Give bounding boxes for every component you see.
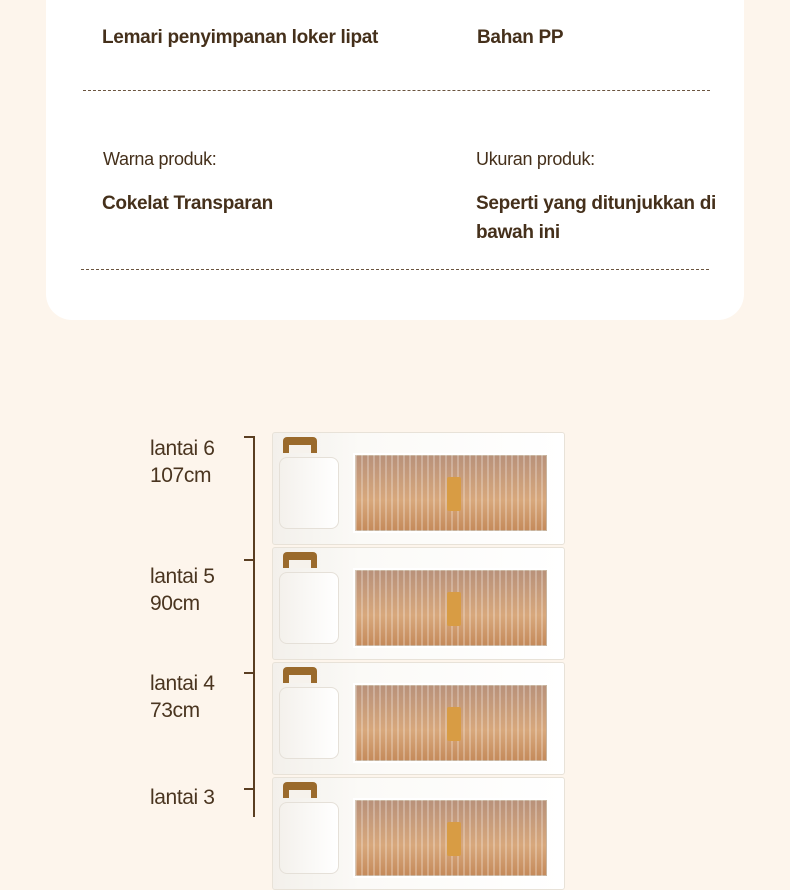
tier-label-5: lantai 5 90cm — [150, 565, 215, 615]
cabinet-tier — [272, 547, 565, 660]
handle-icon — [283, 552, 317, 568]
ruler-tick — [244, 788, 255, 790]
size-value-line1: Seperti yang ditunjukkan di — [476, 193, 716, 214]
cabinet-tier — [272, 662, 565, 775]
ruler-tick — [244, 436, 255, 438]
handle-icon — [283, 782, 317, 798]
handle-icon — [283, 437, 317, 453]
product-name: Lemari penyimpanan loker lipat — [102, 27, 379, 48]
product-material: Bahan PP — [477, 27, 564, 48]
divider — [83, 90, 710, 91]
divider — [81, 269, 709, 270]
handle-icon — [283, 667, 317, 683]
ruler-tick — [244, 559, 255, 561]
tier-label-4: lantai 4 73cm — [150, 672, 215, 722]
door-window — [353, 798, 549, 878]
cabinet-tier — [272, 432, 565, 545]
color-value: Cokelat Transparan — [102, 193, 273, 214]
cabinet-tier — [272, 777, 565, 890]
tier-label-6: lantai 6 107cm — [150, 437, 215, 487]
door-window — [353, 683, 549, 763]
door-window — [353, 568, 549, 648]
door-window — [353, 453, 549, 533]
size-label: Ukuran produk: — [476, 149, 595, 169]
height-ruler — [253, 437, 255, 817]
color-label: Warna produk: — [103, 149, 217, 169]
tier-label-3: lantai 3 — [150, 786, 215, 809]
ruler-tick — [244, 672, 255, 674]
size-value-line2: bawah ini — [476, 222, 560, 243]
